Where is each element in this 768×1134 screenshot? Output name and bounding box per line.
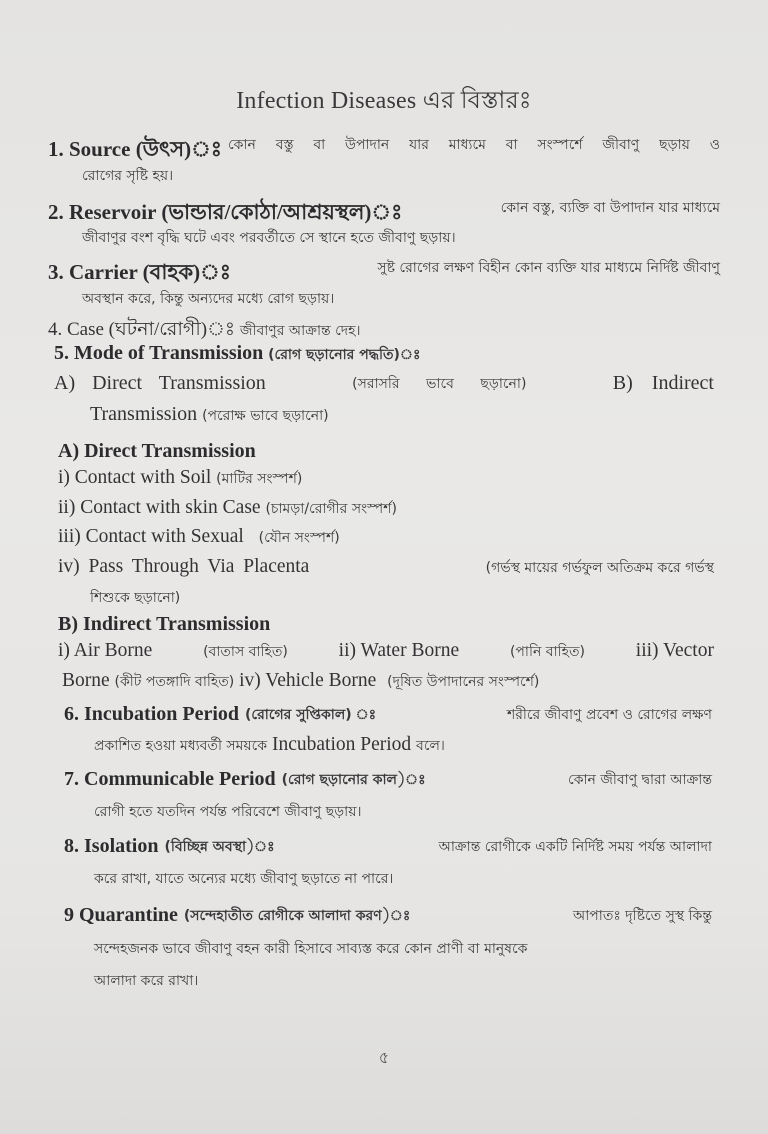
direct-item-1-bn: (মাটির সংস্পর্শ) — [216, 471, 303, 487]
mode-indirect-cont: Transmission — [90, 403, 198, 425]
case-definition: জীবাণুর আক্রান্ত দেহ। — [239, 323, 361, 339]
direct-item-2-bn: (চামড়া/রোগীর সংস্পর্শ) — [265, 501, 397, 517]
reservoir-term: 2. Reservoir (ভান্ডার/কোঠা/আশ্রয়স্থল)ঃ — [48, 200, 403, 224]
incubation-definition: শরীরে জীবাণু প্রবেশ ও রোগের লক্ষণ — [506, 707, 712, 723]
case-term: 4. Case (ঘটনা/রোগী)ঃ — [48, 319, 236, 340]
quarantine-term: 9 Quarantine — [64, 904, 178, 926]
carrier-term: 3. Carrier (বাহক)ঃ — [48, 260, 232, 284]
quarantine-definition-end: আলাদা করে রাখা। — [94, 973, 199, 989]
mode-direct-bn: (সরাসরি ভাবে ছড়ানো) — [352, 376, 527, 392]
isolation-definition-cont: করে রাখা, যাতে অন্যের মধ্যে জীবাণু ছড়াতে না পারে। — [94, 871, 394, 887]
indirect-line2 — [62, 670, 539, 694]
item-reservoir-line2 — [82, 226, 456, 250]
mode-direct-label: A) Direct Transmission — [54, 372, 266, 394]
indirect-vehicle-bn: (দূষিত উপাদানের সংস্পর্শে) — [387, 674, 540, 690]
item-quarantine-line1 — [64, 904, 712, 928]
direct-item-3 — [58, 526, 340, 550]
mode-line1 — [54, 372, 714, 396]
source-definition: কোন বস্তু বা উপাদান যার মাধ্যমে বা সংস্পর্শে জীবাণু ছড়ায় ও — [228, 137, 720, 153]
indirect-air: i) Air Borne — [58, 640, 153, 661]
communicable-definition-cont: রোগী হতে যতদিন পর্যন্ত পরিবেশে জীবাণু ছড়ায়। — [94, 804, 362, 820]
mode-indirect-label: B) Indirect — [612, 372, 714, 394]
direct-item-2-en: ii) Contact with skin Case — [58, 497, 261, 518]
source-definition-cont: রোগের সৃষ্টি হয়। — [82, 168, 174, 184]
item-mode — [54, 342, 420, 367]
direct-item-1 — [58, 467, 302, 491]
item-carrier-line2 — [82, 287, 334, 311]
direct-item-3-bn: (যৌন সংস্পর্শ) — [258, 530, 340, 546]
indirect-vector: iii) Vector — [635, 640, 714, 661]
source-term: 1. Source (উৎস)ঃ — [48, 137, 222, 161]
carrier-definition: সুষ্ট রোগের লক্ষণ বিহীন কোন ব্যক্তি যার মাধ্যমে নির্দিষ্ট জীবাণু — [377, 260, 720, 276]
quarantine-term-bn: (সন্দেহাতীত রোগীকে আলাদা করণ)ঃ — [183, 908, 411, 924]
indirect-water: ii) Water Borne — [338, 640, 460, 661]
direct-item-3-en: iii) Contact with Sexual — [58, 526, 244, 547]
indirect-air-bn: (বাতাস বাহিত) — [203, 644, 288, 660]
incubation-definition-cont: প্রকাশিত হওয়া মধ্যবর্তী সময়কে — [94, 738, 268, 754]
item-incubation-line2 — [94, 734, 445, 758]
item-source-line1 — [48, 133, 720, 168]
direct-item-4-bn-cont: শিশুকে ছড়ানো) — [90, 590, 181, 606]
incubation-definition-end: বলে। — [416, 738, 445, 754]
quarantine-definition: আপাতঃ দৃষ্টিতে সুস্থ কিন্তু — [572, 908, 712, 924]
indirect-vehicle: iv) Vehicle Borne — [239, 670, 377, 691]
isolation-definition: আক্রান্ত রোগীকে একটি নির্দিষ্ট সময় পর্যন্ত আলাদা — [438, 839, 712, 855]
isolation-term: 8. Isolation — [64, 835, 159, 857]
communicable-term-bn: (রোগ ছড়ানোর কাল)ঃ — [281, 772, 426, 788]
item-source-line2 — [82, 164, 173, 188]
incubation-term-inline: Incubation Period — [271, 734, 412, 755]
mode-indirect-bn: (পরোক্ষ ভাবে ছড়ানো) — [202, 408, 329, 424]
direct-item-1-en: i) Contact with Soil — [58, 467, 212, 488]
indirect-vector-bn: (কীট পতঙ্গাদি বাহিত) — [114, 674, 235, 690]
quarantine-definition-cont: সন্দেহজনক ভাবে জীবাণু বহন কারী হিসাবে সাব্যস্ত করে কোন প্রাণী বা মানুষকে — [94, 941, 528, 957]
item-quarantine-line3 — [94, 969, 198, 993]
item-quarantine-line2 — [94, 937, 527, 961]
item-communicable-line2 — [94, 800, 362, 824]
item-incubation-line1 — [64, 703, 712, 727]
indirect-water-bn: (পানি বাহিত) — [509, 644, 585, 660]
indirect-heading: B) Indirect Transmission — [58, 613, 271, 635]
direct-item-4-cont — [90, 586, 180, 610]
communicable-term: 7. Communicable Period — [64, 768, 276, 790]
direct-item-2 — [58, 497, 397, 521]
incubation-term: 6. Incubation Period — [64, 703, 240, 725]
item-isolation-line2 — [94, 867, 393, 891]
item-carrier-line1 — [48, 256, 720, 291]
incubation-term-bn: (রোগের সুপ্তিকাল) ঃ — [245, 707, 377, 723]
page-title: Infection Diseases এর বিস্তারঃ — [236, 88, 532, 114]
mode-term: 5. Mode of Transmission — [54, 342, 264, 364]
direct-item-4-en: iv) Pass Through Via Placenta — [58, 556, 310, 577]
item-communicable-line1 — [64, 768, 712, 792]
direct-item-4 — [58, 556, 714, 580]
direct-item-4-bn: (গর্ভস্থ মায়ের গর্ভফুল অতিক্রম করে গর্ভস্থ — [485, 560, 714, 576]
indirect-line1 — [58, 640, 714, 664]
mode-term-bn: (রোগ ছড়ানোর পদ্ধতি)ঃ — [268, 347, 421, 363]
reservoir-definition-cont: জীবাণুর বংশ বৃদ্ধি ঘটে এবং পরবর্তীতে সে স্থানে হতে জীবাণু ছড়ায়। — [82, 230, 456, 246]
page-number: ৫ — [378, 1048, 390, 1067]
isolation-term-bn: (বিচ্ছিন্ন অবস্থা)ঃ — [164, 839, 275, 855]
mode-line2 — [90, 403, 329, 428]
indirect-vector-cont: Borne — [62, 670, 110, 691]
item-isolation-line1 — [64, 835, 712, 859]
direct-heading: A) Direct Transmission — [58, 440, 256, 462]
communicable-definition: কোন জীবাণু দ্বারা আক্রান্ত — [568, 772, 712, 788]
carrier-definition-cont: অবস্থান করে, কিন্তু অন্যদের মধ্যে রোগ ছড়ায়। — [82, 291, 335, 307]
reservoir-definition: কোন বস্তু, ব্যক্তি বা উপাদান যার মাধ্যমে — [500, 200, 720, 216]
